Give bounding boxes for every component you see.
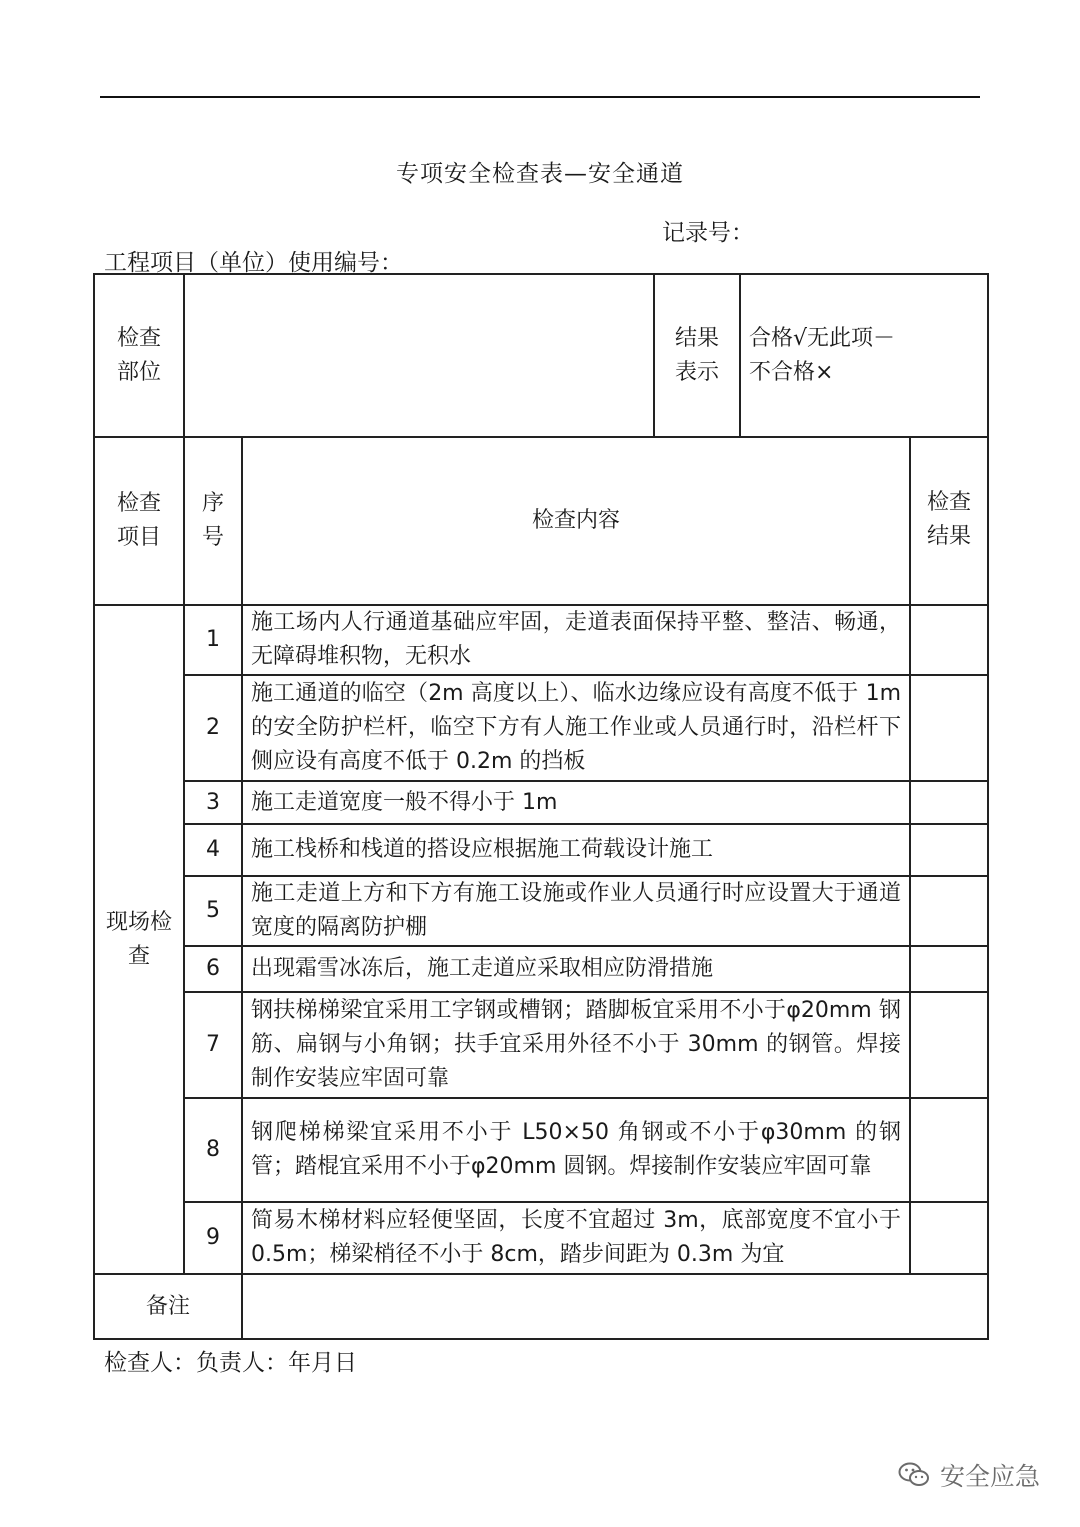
content-cell: 施工场内人行通道基础应牢固，走道表面保持平整、整洁、畅通，无障碍堆积物，无积水 bbox=[242, 605, 910, 675]
column-content: 检查内容 bbox=[242, 437, 910, 605]
column-result: 检查 结果 bbox=[910, 437, 988, 605]
check-location-label: 检查 部位 bbox=[94, 274, 184, 437]
content-cell: 钢爬梯梯梁宜采用不小于 L50×50 角钢或不小于φ30mm 的钢管；踏棍宜采用不小于φ20mm 圆钢。焊接制作安装应牢固可靠 bbox=[242, 1098, 910, 1202]
content-cell: 施工走道宽度一般不得小于 1m bbox=[242, 781, 910, 824]
table-row bbox=[94, 1202, 988, 1274]
result-cell[interactable] bbox=[910, 605, 988, 675]
result-legend-label: 结果 表示 bbox=[654, 274, 740, 437]
table-row bbox=[94, 992, 988, 1098]
watermark-text: 安全应急 bbox=[940, 1462, 1041, 1491]
table-row bbox=[94, 946, 988, 992]
seq-cell: 9 bbox=[184, 1202, 242, 1274]
column-item: 检查 项目 bbox=[94, 437, 184, 605]
seq-cell: 6 bbox=[184, 946, 242, 992]
watermark bbox=[898, 1457, 1040, 1493]
remarks-label: 备注 bbox=[94, 1274, 242, 1339]
check-location-value[interactable] bbox=[184, 274, 654, 437]
remarks-row bbox=[94, 1274, 988, 1339]
project-label: 工程项目（单位）使用编号： bbox=[104, 250, 403, 276]
seq-cell: 2 bbox=[184, 675, 242, 781]
record-number-label: 记录号： bbox=[662, 220, 754, 246]
result-cell[interactable] bbox=[910, 1098, 988, 1202]
seq-cell: 1 bbox=[184, 605, 242, 675]
table-row bbox=[94, 781, 988, 824]
content-cell: 施工走道上方和下方有施工设施或作业人员通行时应设置大于通道宽度的隔离防护棚 bbox=[242, 876, 910, 946]
table-row bbox=[94, 1098, 988, 1202]
column-header-row bbox=[94, 437, 988, 605]
result-legend-value: 合格√无此项－ 不合格× bbox=[740, 274, 988, 437]
seq-cell: 7 bbox=[184, 992, 242, 1098]
table-row bbox=[94, 876, 988, 946]
top-rule bbox=[100, 96, 980, 98]
content-cell: 施工栈桥和栈道的搭设应根据施工荷载设计施工 bbox=[242, 824, 910, 876]
document-title: 专项安全检查表—安全通道 bbox=[396, 161, 684, 187]
result-cell[interactable] bbox=[910, 946, 988, 992]
header-row bbox=[94, 274, 988, 437]
seq-cell: 4 bbox=[184, 824, 242, 876]
content-cell: 简易木梯材料应轻便坚固，长度不宜超过 3m，底部宽度不宜小于 0.5m；梯梁梢径不小于 8cm，踏步间距为 0.3m 为宜 bbox=[242, 1202, 910, 1274]
category-cell: 现场检 查 bbox=[94, 605, 184, 1274]
result-cell[interactable] bbox=[910, 675, 988, 781]
table-row bbox=[94, 605, 988, 675]
content-cell: 钢扶梯梯梁宜采用工字钢或槽钢；踏脚板宜采用不小于φ20mm 钢筋、扁钢与小角钢；扶手宜采用外径不小于 30mm 的钢管。焊接制作安装应牢固可靠 bbox=[242, 992, 910, 1098]
table-row bbox=[94, 824, 988, 876]
seq-cell: 8 bbox=[184, 1098, 242, 1202]
result-cell[interactable] bbox=[910, 781, 988, 824]
column-seq: 序 号 bbox=[184, 437, 242, 605]
signature-line: 检查人：负责人：年月日 bbox=[104, 1350, 357, 1376]
seq-cell: 5 bbox=[184, 876, 242, 946]
result-cell[interactable] bbox=[910, 824, 988, 876]
result-cell[interactable] bbox=[910, 992, 988, 1098]
content-cell: 出现霜雪冰冻后，施工走道应采取相应防滑措施 bbox=[242, 946, 910, 992]
remarks-value[interactable] bbox=[242, 1274, 988, 1339]
content-cell: 施工通道的临空（2m 高度以上）、临水边缘应设有高度不低于 1m 的安全防护栏杆，临空下方有人施工作业或人员通行时，沿栏杆下侧应设有高度不低于 0.2m 的挡板 bbox=[242, 675, 910, 781]
seq-cell: 3 bbox=[184, 781, 242, 824]
result-cell[interactable] bbox=[910, 876, 988, 946]
result-cell[interactable] bbox=[910, 1202, 988, 1274]
table-row bbox=[94, 675, 988, 781]
inspection-table bbox=[93, 273, 989, 1340]
wechat-icon bbox=[898, 1461, 930, 1489]
